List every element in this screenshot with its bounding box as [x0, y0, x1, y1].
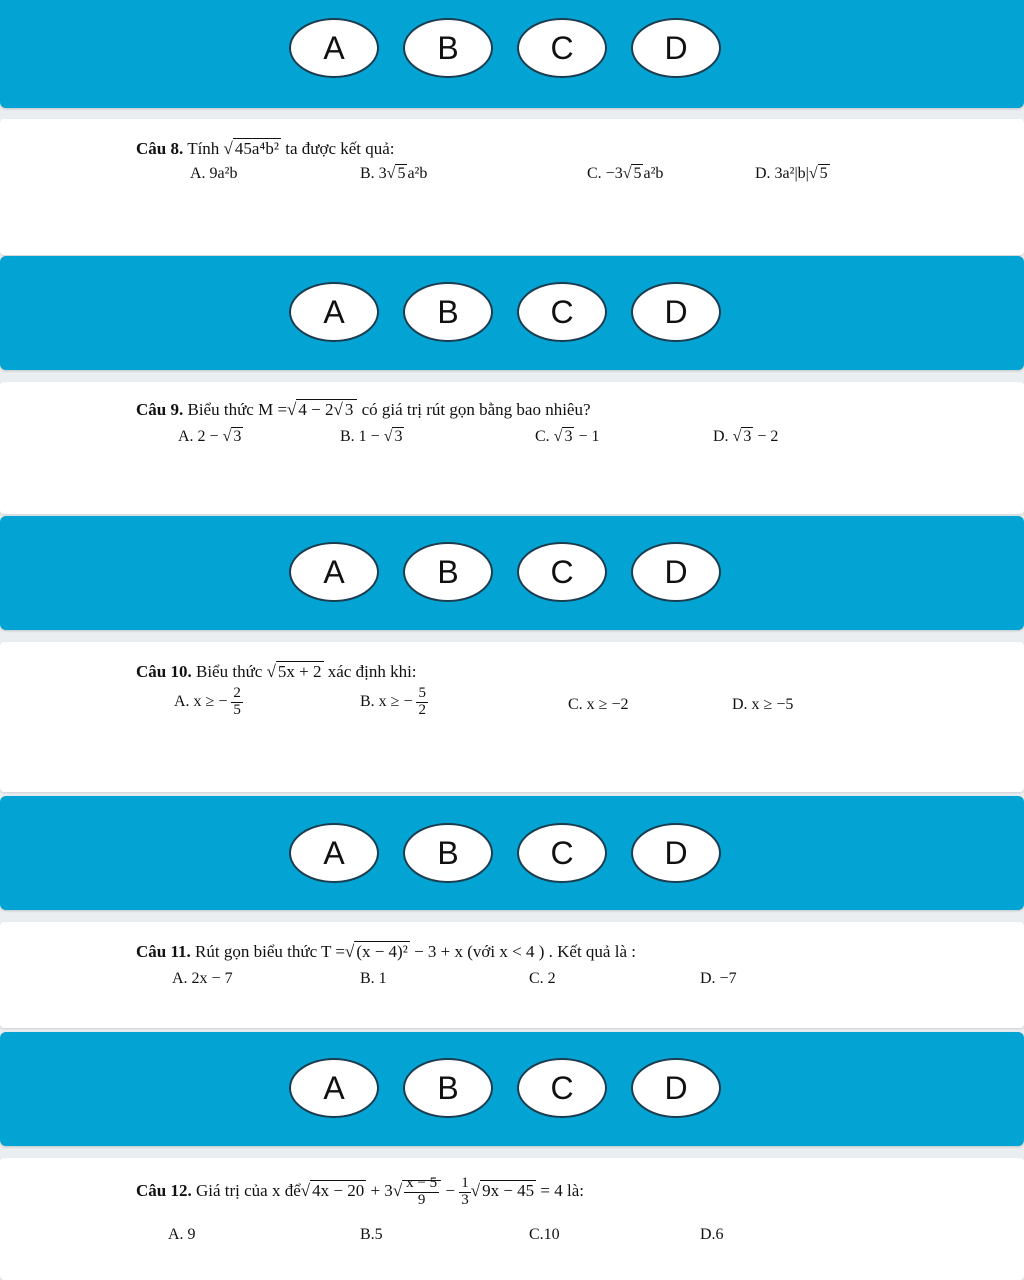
- choice-a-button[interactable]: A: [289, 1058, 379, 1118]
- option-12-c: C.10: [529, 1226, 560, 1243]
- question-card-12: [0, 1158, 1024, 1280]
- choice-b-button[interactable]: B: [403, 542, 493, 602]
- choice-a-button[interactable]: A: [289, 282, 379, 342]
- choice-c-button[interactable]: C: [517, 1058, 607, 1118]
- choice-d-button[interactable]: D: [631, 1058, 721, 1118]
- option-11-a: A. 2x − 7: [172, 970, 233, 987]
- option-8-b: B. 3√ 5 a²b: [360, 165, 428, 182]
- choice-a-button[interactable]: A: [289, 18, 379, 78]
- option-9-d: D. √ 3 − 2: [713, 428, 779, 445]
- option-8-c: C. −3√ 5 a²b: [587, 165, 664, 182]
- question-8-text: Câu 8. Tính √ 45a⁴b² ta được kết quả:: [136, 139, 395, 158]
- option-11-c: C. 2: [529, 970, 556, 987]
- choice-c-button[interactable]: C: [517, 823, 607, 883]
- option-12-b: B.5: [360, 1226, 383, 1243]
- choice-b-button[interactable]: B: [403, 1058, 493, 1118]
- answer-band-5: [0, 1032, 1024, 1146]
- choice-d-button[interactable]: D: [631, 823, 721, 883]
- option-10-d: D. x ≥ −5: [732, 696, 794, 713]
- question-10-text: Câu 10. Biểu thức √ 5x + 2 xác định khi:: [136, 662, 417, 681]
- answer-band-3: [0, 516, 1024, 630]
- choice-d-button[interactable]: D: [631, 542, 721, 602]
- answer-band-4: [0, 796, 1024, 910]
- option-8-a: A. 9a²b: [190, 165, 238, 182]
- option-12-d: D.6: [700, 1226, 724, 1243]
- question-card-9: [0, 382, 1024, 514]
- option-12-a: A. 9: [168, 1226, 196, 1243]
- option-9-a: A. 2 − √ 3: [178, 428, 242, 445]
- choice-b-button[interactable]: B: [403, 18, 493, 78]
- choice-c-button[interactable]: C: [517, 282, 607, 342]
- choice-a-button[interactable]: A: [289, 542, 379, 602]
- question-12-text: Câu 12. Giá trị của x để√ 4x − 20 + 3√ $\frac{x - 5}{9}$ − $\frac{1}{3}$ √ 9x − 45 = 4 là:: [136, 1175, 584, 1208]
- answer-band-1: [0, 0, 1024, 108]
- option-11-b: B. 1: [360, 970, 387, 987]
- option-10-c: C. x ≥ −2: [568, 696, 629, 713]
- choice-a-button[interactable]: A: [289, 823, 379, 883]
- choice-d-button[interactable]: D: [631, 282, 721, 342]
- question-card-8: [0, 119, 1024, 255]
- choice-d-button[interactable]: D: [631, 18, 721, 78]
- option-10-a: A. x ≥ − $\frac{2}{5}$: [174, 685, 241, 718]
- answer-band-2: [0, 256, 1024, 370]
- choice-c-button[interactable]: C: [517, 542, 607, 602]
- question-card-11: [0, 922, 1024, 1028]
- question-11-text: Câu 11. Rút gọn biểu thức T =√ (x − 4)² − 3 + x (với x < 4 ) . Kết quả là :: [136, 942, 636, 961]
- choice-c-button[interactable]: C: [517, 18, 607, 78]
- option-8-d: D. 3a²|b|√ 5: [755, 165, 828, 182]
- question-card-10: [0, 642, 1024, 792]
- option-11-d: D. −7: [700, 970, 737, 987]
- question-9-text: Câu 9. Biểu thức M =√ 4 − 2√ 3 có giá trị rút gọn bằng bao nhiêu?: [136, 400, 591, 419]
- choice-b-button[interactable]: B: [403, 823, 493, 883]
- option-10-b: B. x ≥ − $\frac{5}{2}$: [360, 685, 426, 718]
- choice-b-button[interactable]: B: [403, 282, 493, 342]
- option-9-b: B. 1 − √ 3: [340, 428, 403, 445]
- option-9-c: C. √ 3 − 1: [535, 428, 600, 445]
